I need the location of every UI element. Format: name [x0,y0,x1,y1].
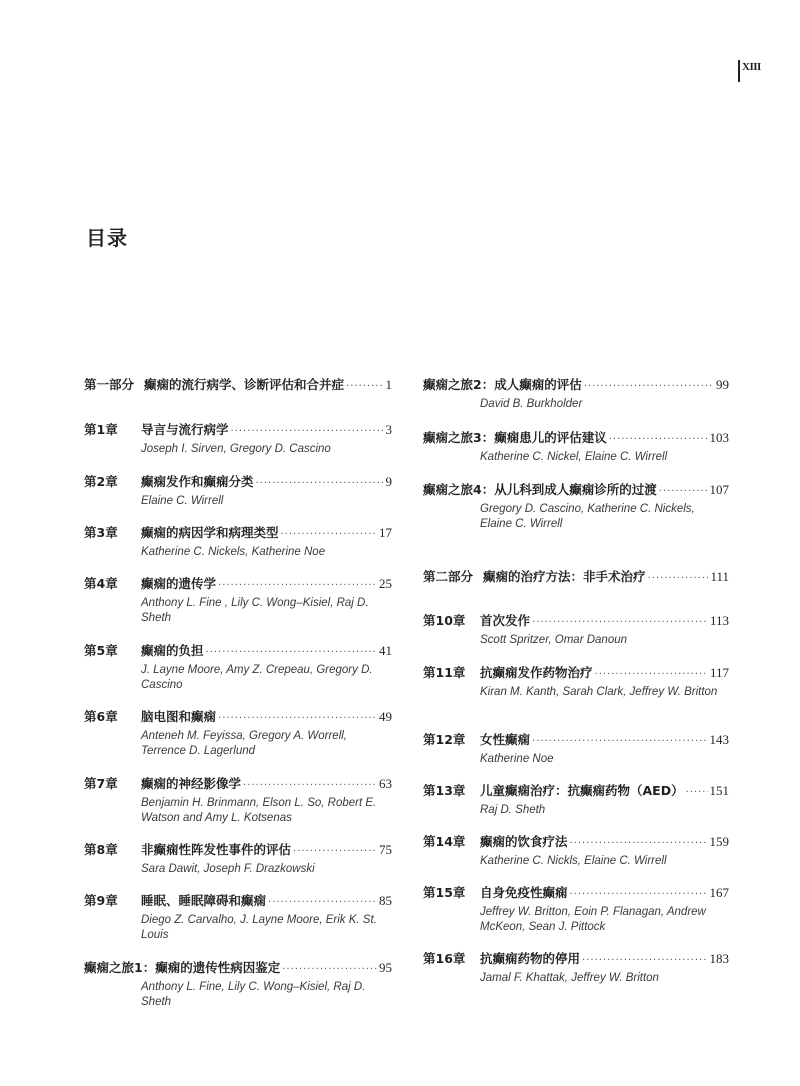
entry-title: 导言与流行病学 [141,422,229,437]
toc-entry[interactable] [423,376,729,412]
entry-title: 癫痫的神经影像学 [141,776,242,791]
toc-entry[interactable] [423,429,729,465]
dot-leader [584,378,714,396]
dot-leader [293,843,377,861]
toc-entry-heading [423,664,729,684]
toc-entry[interactable] [84,642,392,693]
chapter-label: 第5章 [84,643,118,658]
entry-title: 自身免疫性癫痫 [480,885,568,900]
entry-title: 癫痫发作和癫痫分类 [141,474,254,489]
page-number: XIII [742,61,761,73]
entry-title: 睡眠、睡眠障碍和癫痫 [141,893,267,908]
dot-leader [570,835,708,853]
page-ref: 17 [379,525,392,540]
entry-authors: Katherine C. Nickels, Katherine Noe [141,546,326,558]
dot-leader [609,431,708,449]
toc-title: 目录 [86,226,128,250]
toc-entry[interactable] [423,833,729,869]
dot-leader [648,570,709,588]
page-ref: 25 [379,576,392,591]
entry-authors: Diego Z. Carvalho, J. Layne Moore, Erik K. St. Louis [141,914,377,941]
dot-leader [231,423,384,441]
entry-title: 癫痫的治疗方法：非手术治疗 [483,569,646,584]
dot-leader [282,961,377,979]
page-ref: 111 [710,569,729,584]
toc-entry[interactable] [84,473,392,509]
toc-entry-heading [84,421,392,441]
dot-leader [595,666,708,684]
page-ref: 167 [709,885,729,900]
dot-leader [268,894,377,912]
toc-entry-heading [84,376,392,396]
page-ref: 1 [385,377,392,392]
dot-leader [281,526,377,544]
toc-entry[interactable] [423,612,729,648]
entry-authors: Benjamin H. Brinmann, Elson L. So, Robert E. Watson and Amy L. Kotsenas [141,797,377,824]
page-ref: 117 [709,665,729,680]
page-number-rule [738,60,740,82]
entry-title: 首次发作 [480,613,531,628]
entry-authors: Jamal F. Khattak, Jeffrey W. Britton [480,972,659,984]
entry-title: 抗癫痫药物的停用 [480,951,581,966]
chapter-label: 第11章 [423,665,466,680]
entry-authors: Scott Spritzer, Omar Danoun [480,634,628,646]
dot-leader [532,614,708,632]
toc-entry-heading [423,833,729,853]
journey-label: 癫痫之旅4： [423,482,495,497]
chapter-label: 第10章 [423,613,466,628]
toc-entry-heading [423,376,729,396]
dot-leader [243,777,377,795]
entry-authors: Gregory D. Cascino, Katherine C. Nickels, Elaine C. Wirrell [480,503,695,530]
toc-entry-heading [423,568,729,588]
dot-leader [206,644,377,662]
toc-entry-heading [423,950,729,970]
entry-authors: Katherine Noe [480,753,554,765]
journey-label: 癫痫之旅3： [423,430,495,445]
toc-entry-heading [423,612,729,632]
entry-authors: David B. Burkholder [480,398,583,410]
page-ref: 41 [379,643,392,658]
toc-entry[interactable] [84,575,392,626]
entry-title: 癫痫患儿的评估建议 [494,430,607,445]
toc-entry[interactable] [84,892,392,943]
toc-entry[interactable] [84,708,392,759]
chapter-label: 第12章 [423,732,466,747]
toc-entry[interactable] [423,884,729,935]
part-label: 第二部分 [423,569,474,584]
dot-leader [686,784,708,802]
toc-entry[interactable] [84,841,392,877]
entry-authors: Katherine C. Nickel, Elaine C. Wirrell [480,451,668,463]
chapter-label: 第16章 [423,951,466,966]
dot-leader [218,577,377,595]
entry-authors: Kiran M. Kanth, Sarah Clark, Jeffrey W. Britton [480,686,718,698]
entry-title: 癫痫的遗传学 [141,576,217,591]
chapter-label: 第3章 [84,525,118,540]
entry-authors: Katherine C. Nickls, Elaine C. Wirrell [480,855,667,867]
entry-authors: Anteneh M. Feyissa, Gregory A. Worrell, Terrence D. Lagerlund [141,730,348,757]
toc-entry-heading [423,782,729,802]
chapter-label: 第7章 [84,776,118,791]
toc-entry[interactable] [423,481,729,532]
entry-authors: Anthony L. Fine , Lily C. Wong–Kisiel, Raj D. Sheth [141,597,369,624]
dot-leader [256,475,384,493]
entry-title: 抗癫痫发作药物治疗 [480,665,593,680]
chapter-label: 第6章 [84,709,118,724]
dot-leader [346,378,383,396]
toc-entry-heading [423,429,729,449]
page-ref: 183 [709,951,729,966]
dot-leader [532,733,707,751]
toc-entry-heading [84,841,392,861]
page-ref: 49 [379,709,392,724]
chapter-label: 第15章 [423,885,466,900]
toc-entry[interactable] [423,782,729,818]
page-ref: 159 [709,834,729,849]
entry-authors: Raj D. Sheth [480,804,546,816]
toc-entry[interactable] [423,731,729,767]
entry-title: 癫痫的饮食疗法 [480,834,568,849]
entry-title: 癫痫的病因学和病理类型 [141,525,279,540]
page-ref: 99 [716,377,729,392]
toc-entry[interactable] [423,664,729,700]
entry-title: 癫痫的负担 [141,643,204,658]
toc-entry[interactable] [84,421,392,457]
toc-entry-heading [84,473,392,493]
entry-authors: J. Layne Moore, Amy Z. Crepeau, Gregory D. Cascino [141,664,373,691]
toc-entry-heading [84,575,392,595]
toc-entry[interactable] [423,568,729,588]
toc-entry-heading [84,959,392,979]
entry-authors: Anthony L. Fine, Lily C. Wong–Kisiel, Raj D. Sheth [141,981,366,1008]
page-ref: 151 [709,783,729,798]
journey-label: 癫痫之旅1： [84,960,156,975]
page-ref: 107 [709,482,729,497]
page-ref: 95 [379,960,392,975]
chapter-label: 第1章 [84,422,118,437]
entry-title: 癫痫的遗传性病因鉴定 [155,960,281,975]
page-ref: 63 [379,776,392,791]
page-ref: 103 [709,430,729,445]
page-ref: 9 [385,474,392,489]
entry-authors: Jeffrey W. Britton, Eoin P. Flanagan, Andrew McKeon, Sean J. Pittock [480,906,706,933]
page-ref: 143 [709,732,729,747]
toc-entry-heading [423,884,729,904]
entry-title: 儿童癫痫治疗：抗癫痫药物（AED） [480,783,684,798]
chapter-label: 第13章 [423,783,466,798]
chapter-label: 第2章 [84,474,118,489]
entry-title: 女性癫痫 [480,732,531,747]
toc-entry[interactable] [84,959,392,1010]
entry-title: 非癫痫性阵发性事件的评估 [141,842,292,857]
toc-entry-heading [84,775,392,795]
toc-entry[interactable] [84,524,392,560]
toc-entry[interactable] [84,775,392,826]
dot-leader [659,483,708,501]
toc-entry-heading [84,892,392,912]
toc-entry-heading [84,524,392,544]
dot-leader [582,952,707,970]
entry-title: 成人癫痫的评估 [494,377,582,392]
page-ref: 75 [379,842,392,857]
chapter-label: 第14章 [423,834,466,849]
page-ref: 3 [385,422,392,437]
toc-entry-heading [84,642,392,662]
chapter-label: 第9章 [84,893,118,908]
chapter-label: 第8章 [84,842,118,857]
toc-entry-heading [423,731,729,751]
dot-leader [570,886,708,904]
entry-title: 癫痫的流行病学、诊断评估和合并症 [144,377,345,392]
entry-title: 从儿科到成人癫痫诊所的过渡 [494,482,657,497]
page-ref: 85 [379,893,392,908]
part-label: 第一部分 [84,377,135,392]
page-ref: 113 [709,613,729,628]
toc-entry[interactable] [84,376,392,396]
dot-leader [218,710,377,728]
entry-authors: Joseph I. Sirven, Gregory D. Cascino [141,443,331,455]
journey-label: 癫痫之旅2： [423,377,495,392]
chapter-label: 第4章 [84,576,118,591]
entry-authors: Sara Dawit, Joseph F. Drazkowski [141,863,315,875]
entry-title: 脑电图和癫痫 [141,709,217,724]
entry-authors: Elaine C. Wirrell [141,495,224,507]
toc-entry-heading [84,708,392,728]
toc-entry[interactable] [423,950,729,986]
toc-entry-heading [423,481,729,501]
